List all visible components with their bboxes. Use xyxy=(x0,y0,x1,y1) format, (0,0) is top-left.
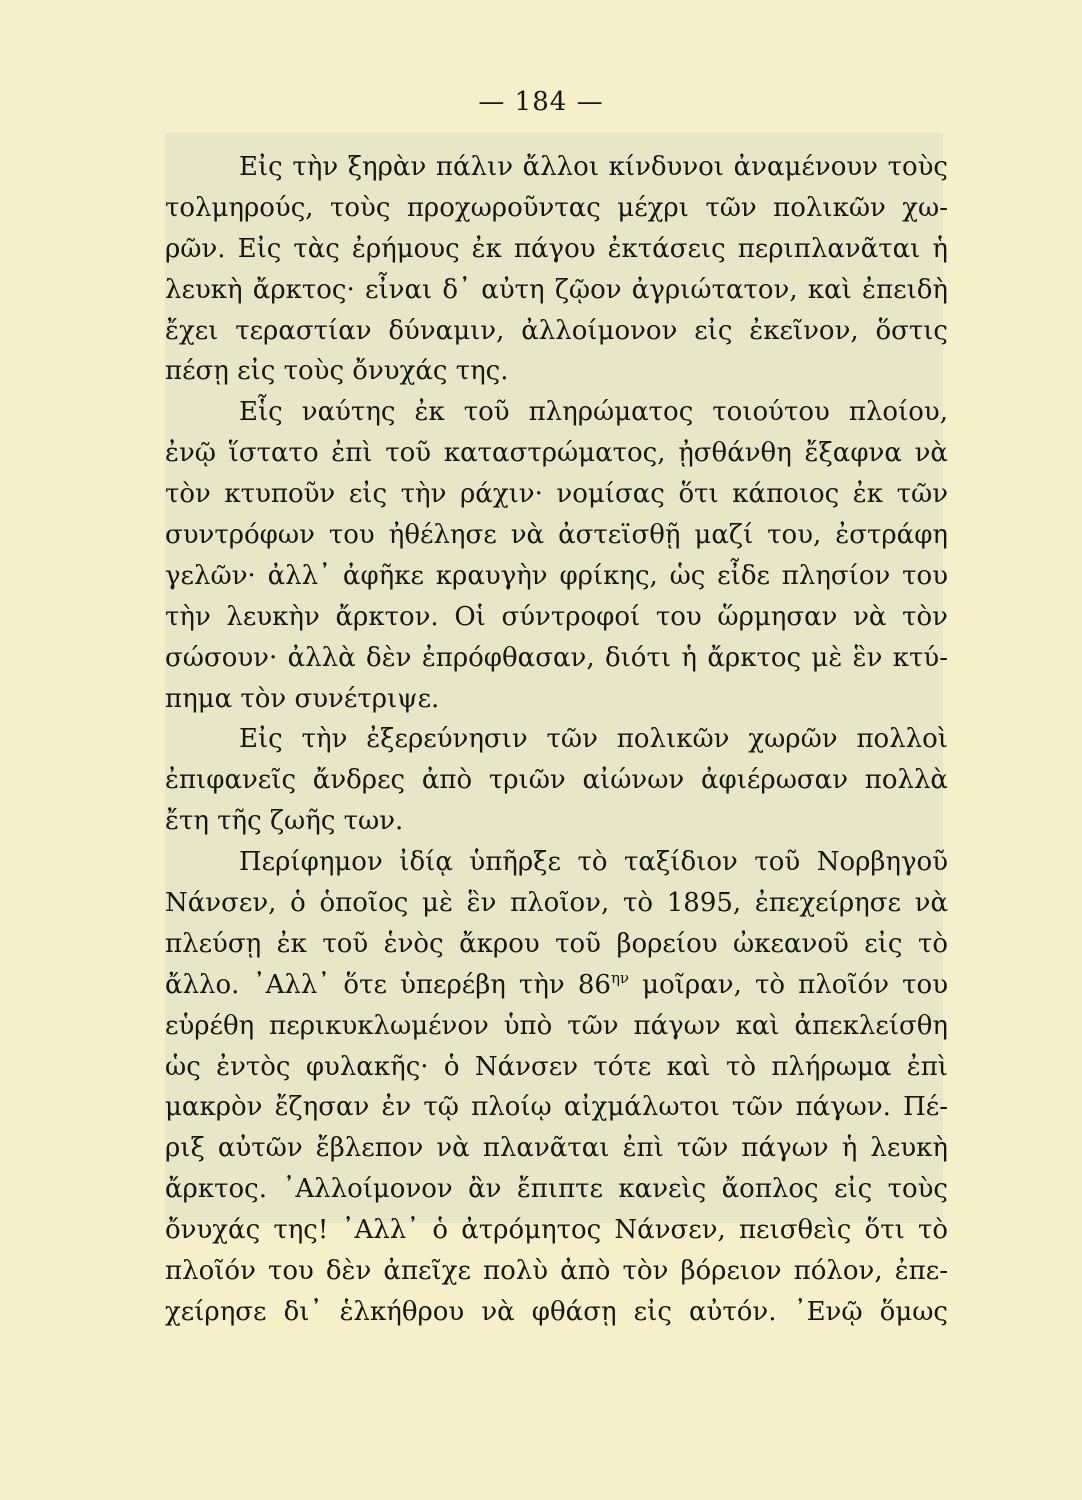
page-number: — 184 — xyxy=(478,87,604,117)
text-line: γελῶν· ἀλλ᾿ ἀφῆκε κραυγὴν φρίκης, ὡς εἶδε πλησίον του xyxy=(165,560,948,591)
text-line: χείρησε δι᾿ ἑλκήθρου νὰ φθάσῃ εἰς αὐτόν. ᾿Ενῷ ὅμως xyxy=(165,1296,948,1327)
text-line: Νάνσεν, ὁ ὁποῖος μὲ ἓν πλοῖον, τὸ 1895, ἐπεχείρησε νὰ xyxy=(165,888,948,919)
text-segment: ἄλλο. ᾿Αλλ᾿ ὅτε ὑπερέβη τὴν 86 xyxy=(165,969,611,1000)
text-line: τὴν λευκὴν ἄρκτον. Οἱ σύντροφοί του ὥρμησαν νὰ τὸν xyxy=(165,601,948,632)
text-line: ριξ αὐτῶν ἔβλεπον νὰ πλανᾶται ἐπὶ τῶν πάγων ἡ λευκὴ xyxy=(165,1133,948,1164)
text-line: Εἷς ναύτης ἐκ τοῦ πληρώματος τοιούτου πλοίου, xyxy=(239,397,948,428)
text-line: λευκὴ ἄρκτος· εἶναι δ᾿ αὐτη ζῷον ἀγριώτατον, καὶ ἐπειδὴ xyxy=(165,274,948,305)
text-line: τολμηρούς, τοὺς προχωροῦντας μέχρι τῶν πολικῶν χω- xyxy=(165,192,948,223)
text-line: πημα τὸν συνέτριψε. xyxy=(165,683,440,714)
text-line: Εἰς τὴν ἐξερεύνησιν τῶν πολικῶν χωρῶν πολλοὶ xyxy=(239,724,948,755)
body-text xyxy=(165,147,948,1333)
text-line: τὸν κτυποῦν εἰς τὴν ράχιν· νομίσας ὅτι κάποιος ἐκ τῶν xyxy=(165,479,948,510)
text-line: συντρόφων του ἠθέλησε νὰ ἀστεϊσθῇ μαζί του, ἐστράφη xyxy=(165,520,948,551)
text-line: πλοῖόν του δὲν ἀπεῖχε πολὺ ἀπὸ τὸν βόρειον πόλον, ἐπε- xyxy=(165,1256,948,1287)
text-line: ὄνυχάς της! ᾿Αλλ᾿ ὁ ἀτρόμητος Νάνσεν, πεισθεὶς ὅτι τὸ xyxy=(165,1215,948,1246)
text-line: ἔτη τῆς ζωῆς των. xyxy=(165,806,404,837)
text-line: ρῶν. Εἰς τὰς ἐρήμους ἐκ πάγου ἐκτάσεις περιπλανᾶται ἡ xyxy=(165,233,948,264)
text-line: πλεύσῃ ἐκ τοῦ ἑνὸς ἄκρου τοῦ βορείου ὠκεανοῦ εἰς τὸ xyxy=(165,928,948,959)
text-line: ἐνῷ ἵστατο ἐπὶ τοῦ καταστρώματος, ᾐσθάνθη ἔξαφνα νὰ xyxy=(165,438,948,469)
text-line: Περίφημον ἰδίᾳ ὑπῆρξε τὸ ταξίδιον τοῦ Νορβηγοῦ xyxy=(239,847,948,878)
text-line-with-superscript xyxy=(165,965,948,1006)
text-line: πέσῃ εἰς τοὺς ὄνυχάς της. xyxy=(165,356,509,387)
text-line: ὡς ἐντὸς φυλακῆς· ὁ Νάνσεν τότε καὶ τὸ πλήρωμα ἐπὶ xyxy=(165,1051,948,1082)
text-line: ἐπιφανεῖς ἄνδρες ἀπὸ τριῶν αἰώνων ἀφιέρωσαν πολλὰ xyxy=(165,765,948,796)
text-line: σώσουν· ἀλλὰ δὲν ἐπρόφθασαν, διότι ἡ ἄρκτος μὲ ἓν κτύ- xyxy=(165,642,948,673)
text-line: ἄρκτος. ᾿Αλλοίμονον ἂν ἔπιπτε κανεὶς ἄοπλος εἰς τοὺς xyxy=(165,1174,948,1205)
text-line: Εἰς τὴν ξηρὰν πάλιν ἄλλοι κίνδυνοι ἀναμένουν τοὺς xyxy=(239,152,948,182)
text-segment: μοῖραν, τὸ πλοῖόν του xyxy=(629,969,948,1000)
text-line: ἔχει τεραστίαν δύναμιν, ἀλλοίμονον εἰς ἐκεῖνον, ὅστις xyxy=(165,315,948,346)
text-line: μακρὸν ἔζησαν ἐν τῷ πλοίῳ αἰχμάλωτοι τῶν πάγων. Πέ- xyxy=(165,1092,948,1123)
text-line: εὑρέθη περικυκλωμένον ὑπὸ τῶν πάγων καὶ ἀπεκλείσθη xyxy=(165,1010,948,1041)
ordinal-superscript: ην xyxy=(610,968,630,987)
